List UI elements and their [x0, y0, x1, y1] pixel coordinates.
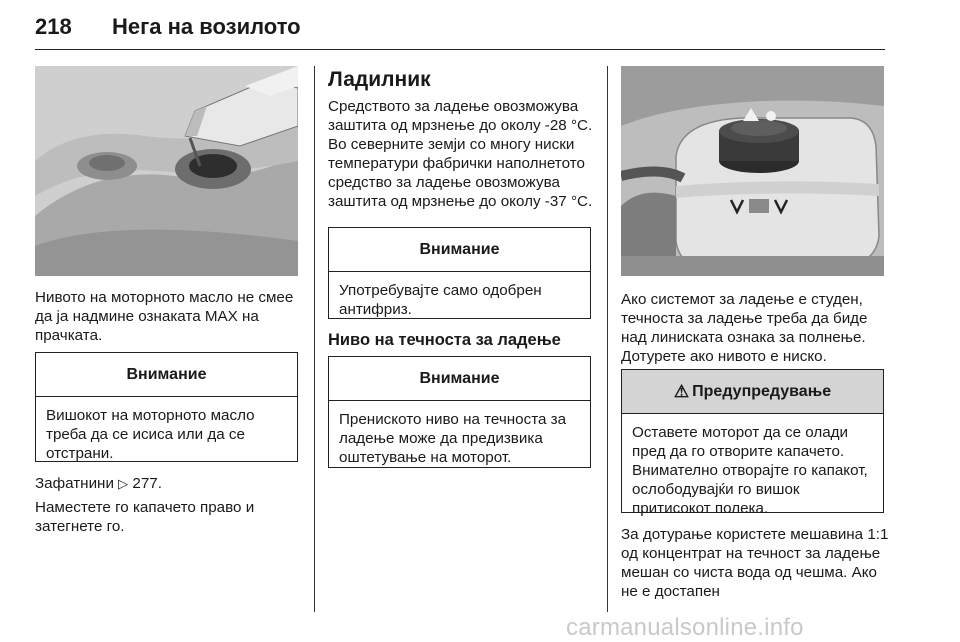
- notice-box-coolant-level: [328, 356, 591, 468]
- coolant-intro-paragraph: Средството за ладење овозможува заштита од мрзнење до околу -28 °C. Во северните земји со многу ниски температури фабрички наполнетото средство за ладење овозможува заштита од мрзнење до околу -37 °C.: [328, 98, 593, 210]
- notice-body: Прениското ниво на течноста за ладење може да предизвика оштетување на моторот.: [339, 411, 567, 466]
- notice-body: Употребувајте само одобрен антифриз.: [339, 282, 542, 318]
- notice-box-oil: [35, 352, 298, 462]
- watermark: carmanualsonline.info: [566, 614, 804, 641]
- warning-header: [622, 370, 883, 414]
- notice-title: Внимание: [36, 353, 297, 397]
- column-divider: [607, 66, 608, 612]
- capacity-reference: [35, 474, 300, 493]
- xref-label: Зафатнини: [35, 475, 114, 492]
- oil-level-paragraph: Нивото на моторното масло не смее да ја надмине ознаката MAX на прачката.: [35, 289, 294, 344]
- cold-system-paragraph: Ако системот за ладење е студен, течноста за ладење треба да биде над линиската ознака за полнење. Дотурете ако нивото е ниско.: [621, 291, 868, 365]
- top-up-paragraph: За дотурање користете мешавина 1:1 од концентрат на течност за ладење мешан со чиста вода од чешма. Ако не е достапен: [621, 526, 889, 600]
- notice-body: Вишокот на моторното масло треба да се исиса или да се отстрани.: [46, 407, 255, 462]
- page-reference-icon[interactable]: ▷: [118, 476, 129, 491]
- warning-title: Предупредување: [692, 382, 832, 400]
- subheading-coolant-level: Ниво на течноста за ладење: [328, 331, 561, 349]
- cap-paragraph: Наместете го капачето право и затегнете го.: [35, 499, 255, 535]
- notice-box-antifreeze: [328, 227, 591, 319]
- page-title: Нега на возилото: [112, 14, 301, 39]
- page-number: 218: [35, 14, 72, 39]
- page-header: [35, 14, 885, 50]
- column-divider: [314, 66, 315, 612]
- notice-title: Внимание: [329, 357, 590, 401]
- notice-title: Внимание: [329, 228, 590, 272]
- warning-box: [621, 369, 884, 517]
- warning-body: Оставете моторот да се олади пред да го отворите капачето. Внимателно отворајте го капакот, ослободувајќи го вишок притисокот полека.: [632, 424, 868, 517]
- oil-fill-photo: [35, 66, 298, 276]
- warning-triangle-icon: ⚠: [673, 381, 690, 401]
- xref-page-link[interactable]: 277.: [132, 475, 162, 492]
- coolant-reservoir-photo: [621, 66, 884, 276]
- coolant-reservoir-illustration: [621, 66, 884, 276]
- oil-pouring-illustration: [35, 66, 298, 276]
- section-heading-radiator: Ладилник: [328, 68, 431, 91]
